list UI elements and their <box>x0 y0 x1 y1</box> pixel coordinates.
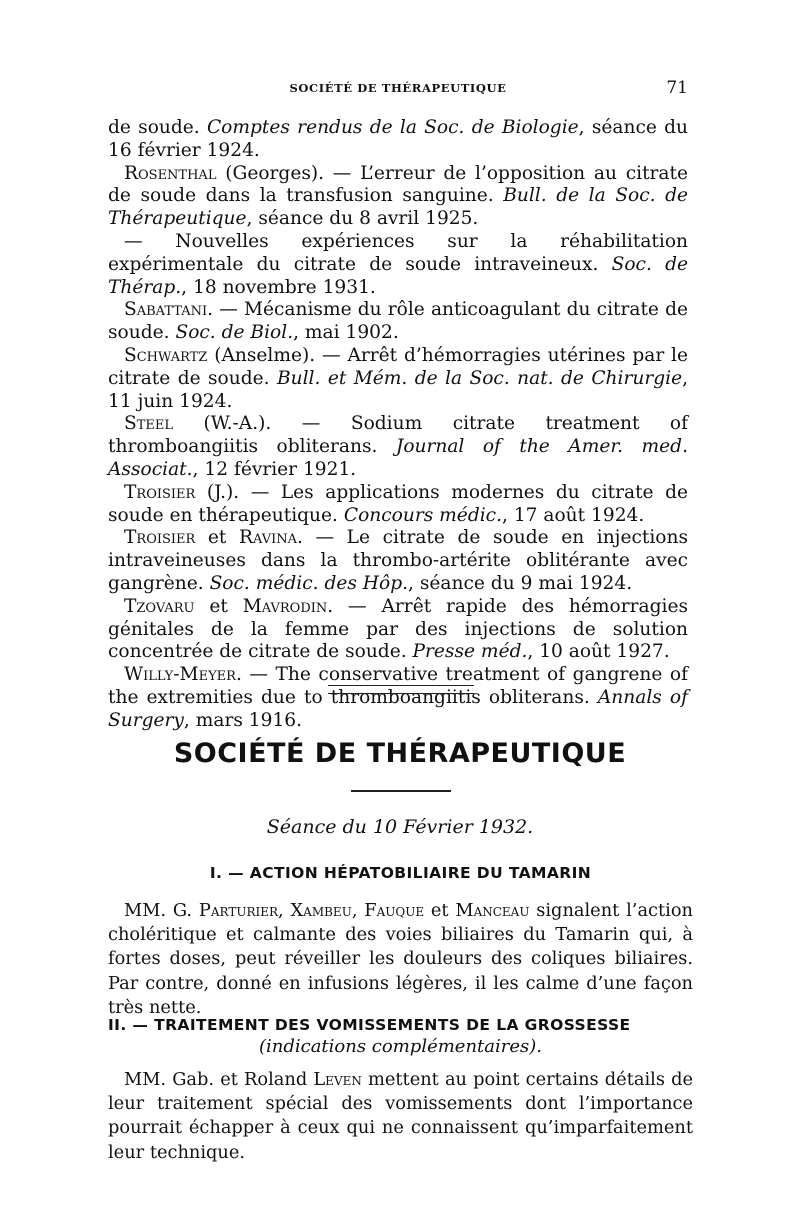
society-title: SOCIÉTÉ DE THÉRAPEUTIQUE <box>173 738 627 769</box>
italic-text: Bull. de la Soc. de Thérapeutique <box>108 185 688 230</box>
author-name: Troisier <box>124 481 196 503</box>
running-header <box>108 78 688 100</box>
body-text: , 12 février 1921. <box>192 458 357 480</box>
bibliography-entry <box>108 527 688 595</box>
body-text: . — The conservative treatment of gangrene of the extremities due to thromboangiitis obliterans. <box>108 664 688 708</box>
body-text: (J.). — Les applications modernes du citrate de soude en thérapeutique. <box>108 481 688 526</box>
italic-text: Soc. de Thérap. <box>108 253 689 298</box>
italic-text: Presse méd. <box>412 641 528 663</box>
body-text: , séance du 16 février 1924. <box>108 117 688 161</box>
body-text: (W.-A.). — Sodium citrate treatment of thromboangiitis obliterans. <box>108 413 688 458</box>
author-name: Xambeu <box>290 900 352 921</box>
italic-text: Concours médic. <box>343 504 502 526</box>
author-name: Manceau <box>455 900 530 921</box>
body-text: , mars 1916. <box>183 709 303 731</box>
bibliography-entry <box>108 596 688 664</box>
body-text: , mai 1902. <box>293 322 399 344</box>
bibliography-entry <box>108 117 688 163</box>
bibliography-entry <box>108 231 688 299</box>
italic-text: Bull. et Mém. de la Soc. nat. de Chirurgie <box>276 367 683 389</box>
author-name: Troisier <box>124 527 196 549</box>
author-name: Willy-Meyer <box>124 664 236 686</box>
bibliography-entry <box>108 345 688 413</box>
author-name: Leven <box>313 1069 362 1090</box>
body-text: mettent au point certains détails de leur traitement spécial des vomissements dont l’importance pourrait échapper à ceux qui ne connaissent qu’imparfaitement leur technique. <box>108 1069 693 1163</box>
bibliography-entry <box>108 482 688 528</box>
rule-divider <box>351 790 451 792</box>
page-number: 71 <box>666 78 688 98</box>
bibliography-entry <box>108 413 688 481</box>
body-text: et <box>195 527 239 549</box>
section-heading-1: I. — ACTION HÉPATOBILIAIRE DU TAMARIN <box>209 864 592 882</box>
italic-text: Soc. de Biol. <box>175 322 294 344</box>
body-text: , séance du 9 mai 1924. <box>408 572 633 594</box>
author-name: Fauque <box>364 900 425 921</box>
body-text: . — Arrêt rapide des hémorragies génitales de la femme par des injections de solution concentrée de citrate de soude. <box>108 595 688 663</box>
body-text: , séance du 8 avril 1925. <box>246 208 479 230</box>
body-text: signalent l’action choléritique et calmante des voies biliaires du Tamarin qui, à fortes doses, peut réveiller les douleurs des coliques biliaires. Par contre, donné en infusions légères, il les calme d’une façon très nette. <box>108 900 693 1018</box>
body-text: (Georges). — L’erreur de l’opposition au citrate de soude dans la transfusion sanguine. <box>108 162 688 207</box>
body-text: MM. Gab. et Roland <box>124 1069 314 1090</box>
body-text: et <box>194 595 243 617</box>
body-text: , 18 novembre 1931. <box>181 276 376 298</box>
italic-text: Journal of the Amer. med. Associat. <box>108 436 688 480</box>
section-heading-2: II. — TRAITEMENT DES VOMISSEMENTS DE LA GROSSESSE <box>108 1016 631 1034</box>
body-text: — Nouvelles expériences sur la réhabilitation expérimentale du citrate de soude intraveineux. <box>108 230 688 275</box>
running-title: SOCIÉTÉ DE THÉRAPEUTIQUE <box>289 81 507 95</box>
body-text: , <box>351 900 365 921</box>
body-text: , <box>278 900 291 921</box>
seance-date: Séance du 10 Février 1932. <box>266 816 534 838</box>
author-name: Schwartz <box>124 344 208 366</box>
bibliography-entry <box>108 299 688 345</box>
author-name: Sabattani <box>124 299 208 321</box>
body-text: (Anselme). — Arrêt d’hémorragies utérines par le citrate de soude. <box>108 344 688 389</box>
author-name: Rosenthal <box>124 162 217 184</box>
bibliography-entry <box>108 664 688 732</box>
section-paragraph-1 <box>108 899 693 1020</box>
author-name: Tzovaru <box>124 595 195 617</box>
italic-text: Annals of Surgery <box>108 686 688 731</box>
author-name: Steel <box>124 413 174 435</box>
double-rule-divider <box>328 685 474 694</box>
author-name: Parturier <box>198 900 279 921</box>
body-text: , 17 août 1924. <box>502 504 645 526</box>
italic-text: Comptes rendus de la Soc. de Biologie <box>206 117 579 138</box>
body-text: de soude. <box>108 117 207 138</box>
body-text: et <box>424 900 456 921</box>
bibliography-entry <box>108 163 688 231</box>
body-text: MM. G. <box>124 900 199 921</box>
section-paragraph-2 <box>108 1068 693 1165</box>
bibliography-list <box>108 117 688 733</box>
italic-text: Soc. médic. des Hôp. <box>209 572 409 594</box>
body-text: . — Mécanisme du rôle anticoagulant du citrate de soude. <box>108 299 688 344</box>
body-text: , 11 juin 1924. <box>108 367 688 412</box>
author-name: Ravina <box>238 527 297 549</box>
author-name: Mavrodin <box>242 595 328 617</box>
body-text: , 10 août 1927. <box>527 641 670 663</box>
body-text: . — Le citrate de soude en injections intraveineuses dans la thrombo-artérite oblitérante avec gangrène. <box>108 527 688 594</box>
section-subheading-2: (indications complémentaires). <box>258 1036 543 1057</box>
